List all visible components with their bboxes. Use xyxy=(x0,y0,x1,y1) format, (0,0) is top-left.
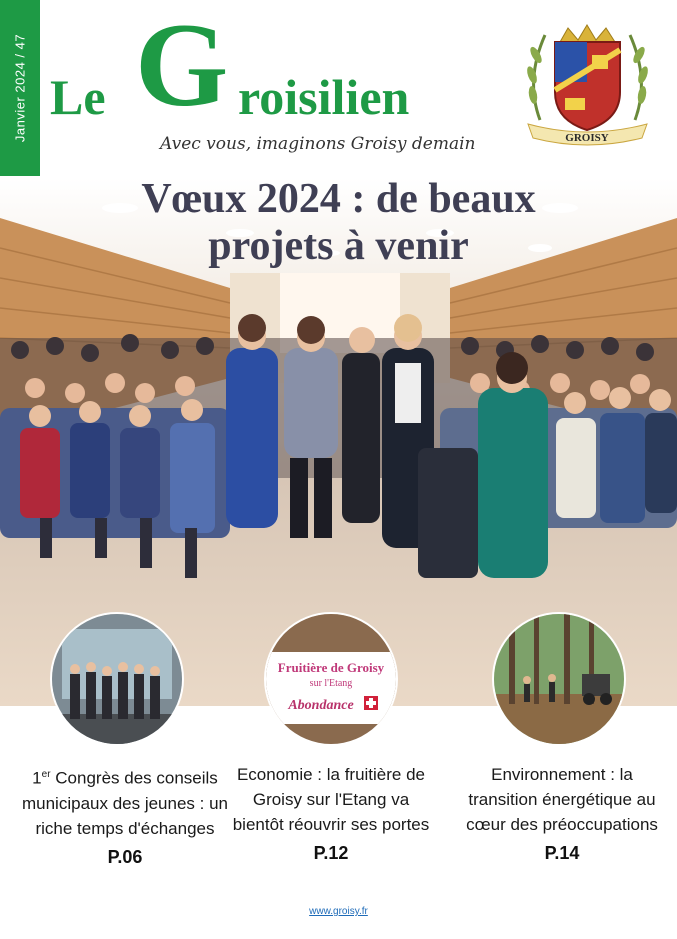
article-fruitiere[interactable] xyxy=(226,762,436,864)
sign-line-2: sur l'Etang xyxy=(309,678,353,689)
groisy-crest-logo xyxy=(520,20,655,148)
headline-line-1: Vœux 2024 : de beaux xyxy=(141,176,536,222)
page-ref: P.06 xyxy=(107,846,143,867)
sign-line-3: Abondance xyxy=(288,698,354,713)
sign-line-1: Fruitière de Groisy xyxy=(277,660,385,675)
article-youth-congress[interactable] xyxy=(20,762,230,868)
page-ref: P.12 xyxy=(313,843,349,863)
masthead xyxy=(50,0,490,131)
article-environnement[interactable] xyxy=(457,762,667,864)
tagline: Avec vous, imaginons Groisy demain xyxy=(160,134,476,154)
thumb-youth-congress xyxy=(50,612,184,746)
masthead-rest: roisilien xyxy=(238,69,410,125)
article-title: Environnement : la transition énergétique au cœur des préoccupations xyxy=(466,765,658,834)
issue-tab xyxy=(0,0,40,176)
page-ref: P.14 xyxy=(544,843,580,863)
issue-label: Janvier 2024 / 47 xyxy=(12,33,28,143)
headline-line-2: projets à venir xyxy=(208,223,469,269)
masthead-le: Le xyxy=(50,69,106,125)
masthead-big-letter: G xyxy=(135,0,229,131)
crest-name: GROISY xyxy=(565,132,609,144)
article-title: 1er Congrès des conseils municipaux des jeunes : un riche temps d'échanges xyxy=(21,768,229,838)
cover-headline xyxy=(0,176,677,270)
thumb-fruitiere xyxy=(264,612,398,746)
article-title: Economie : la fruitière de Groisy sur l'Etang va bientôt réouvrir ses portes xyxy=(232,765,430,834)
website-link[interactable]: www.groisy.fr xyxy=(309,906,368,917)
thumb-forest xyxy=(492,612,626,746)
